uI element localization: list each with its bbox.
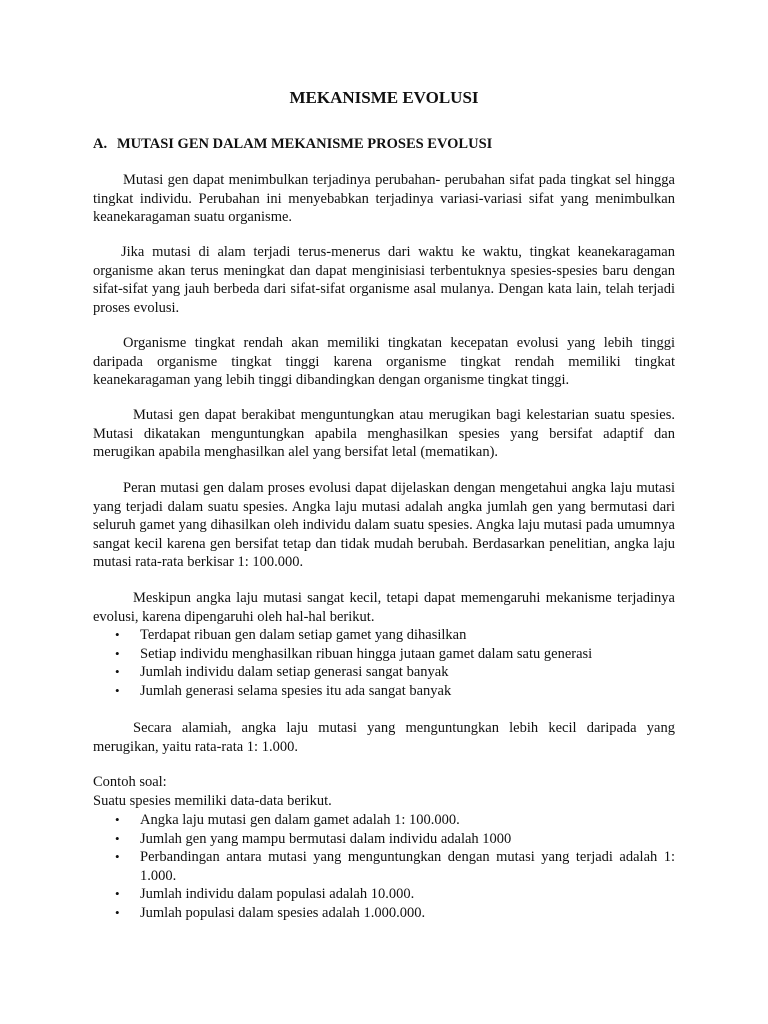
bullet-list-factors <box>93 626 675 700</box>
paragraph-6: Meskipun angka laju mutasi sangat kecil, tetapi dapat memengaruhi mekanisme terjadinya evolusi, karena dipengaruhi oleh hal-hal berikut. <box>93 590 675 625</box>
list-item-text: Setiap individu menghasilkan ribuan hingga jutaan gamet dalam satu generasi <box>140 645 593 662</box>
bullet-list-example-data <box>93 811 675 923</box>
list-item-text: Perbandingan antara mutasi yang menguntungkan dengan mutasi yang terjadi adalah 1: 1.000. <box>140 849 675 884</box>
example-label: Contoh soal: <box>93 774 167 790</box>
list-item <box>93 848 675 885</box>
list-item-text: Angka laju mutasi gen dalam gamet adalah 1: 100.000. <box>140 812 460 828</box>
paragraph-7: Secara alamiah, angka laju mutasi yang menguntungkan lebih kecil daripada yang merugikan, yaitu rata-rata 1: 1.000. <box>93 720 675 755</box>
bullet-icon: • <box>115 886 120 902</box>
list-item-text: Jumlah gen yang mampu bermutasi dalam individu adalah 1000 <box>140 830 512 847</box>
list-item-text: Terdapat ribuan gen dalam setiap gamet yang dihasilkan <box>140 627 467 643</box>
list-item-text: Jumlah generasi selama spesies itu ada sangat banyak <box>140 682 452 699</box>
bullet-icon: • <box>115 812 120 827</box>
document-title: MEKANISME EVOLUSI <box>289 88 479 107</box>
bullet-icon: • <box>115 682 120 698</box>
paragraph-2: Jika mutasi di alam terjadi terus-menerus dari waktu ke waktu, tingkat keanekaragaman organisme akan terus meningkat dan dapat menginisiasi terbentuknya spesies-spesies baru dengan sifat-sifat yang jauh berbeda dari sifat-sifat organisme asal mulanya. Dengan kata lain, telah terjadi proses evolusi. <box>93 244 675 316</box>
paragraph-1: Mutasi gen dapat menimbulkan terjadinya perubahan- perubahan sifat pada tingkat sel hingga tingkat individu. Perubahan ini menyebabkan terjadinya variasi-variasi sifat yang menimbulkan keanekaragaman suatu organisme. <box>93 172 675 226</box>
paragraph-3: Organisme tingkat rendah akan memiliki tingkatan kecepatan evolusi yang lebih tinggi daripada organisme tingkat tinggi karena organisme tingkat rendah memiliki tingkat keanekaragaman yang lebih tinggi dibandingkan dengan organisme tingkat tinggi. <box>93 335 675 389</box>
list-item <box>93 811 675 830</box>
bullet-icon: • <box>115 645 120 661</box>
list-item <box>93 663 675 682</box>
list-item <box>93 830 675 849</box>
list-item <box>93 904 675 923</box>
list-item <box>93 626 675 645</box>
bullet-icon: • <box>115 830 120 846</box>
bullet-icon: • <box>115 627 120 642</box>
list-item <box>93 682 675 701</box>
bullet-icon: • <box>115 849 120 865</box>
example-intro: Suatu spesies memiliki data-data berikut. <box>93 793 332 809</box>
section-letter: A. <box>93 136 108 152</box>
bullet-icon: • <box>115 664 120 680</box>
list-item-text: Jumlah individu dalam setiap generasi sangat banyak <box>140 664 449 681</box>
paragraph-4: Mutasi gen dapat berakibat menguntungkan atau merugikan bagi kelestarian suatu spesies. Mutasi dikatakan menguntungkan apabila menghasilkan spesies yang bersifat adaptif dan merugikan apabila menghasilkan alel yang bersifat letal (mematikan). <box>93 407 675 461</box>
list-item-text: Jumlah populasi dalam spesies adalah 1.000.000. <box>140 904 426 921</box>
list-item-text: Jumlah individu dalam populasi adalah 10.000. <box>140 886 415 903</box>
section-heading <box>93 136 675 153</box>
paragraph-5: Peran mutasi gen dalam proses evolusi dapat dijelaskan dengan mengetahui angka laju mutasi yang terjadi dalam suatu spesies. Angka laju mutasi adalah angka jumlah gen yang bermutasi dari seluruh gamet yang dihasilkan oleh individu dalam suatu spesies. Angka laju mutasi pada umumnya sangat kecil karena gen bersifat tetap dan tidak mudah berubah. Berdasarkan penelitian, angka laju mutasi rata-rata berkisar 1: 100.000. <box>93 480 675 571</box>
list-item <box>93 645 675 664</box>
list-item <box>93 885 675 904</box>
section-heading-text: MUTASI GEN DALAM MEKANISME PROSES EVOLUSI <box>117 136 493 152</box>
bullet-icon: • <box>115 904 120 920</box>
